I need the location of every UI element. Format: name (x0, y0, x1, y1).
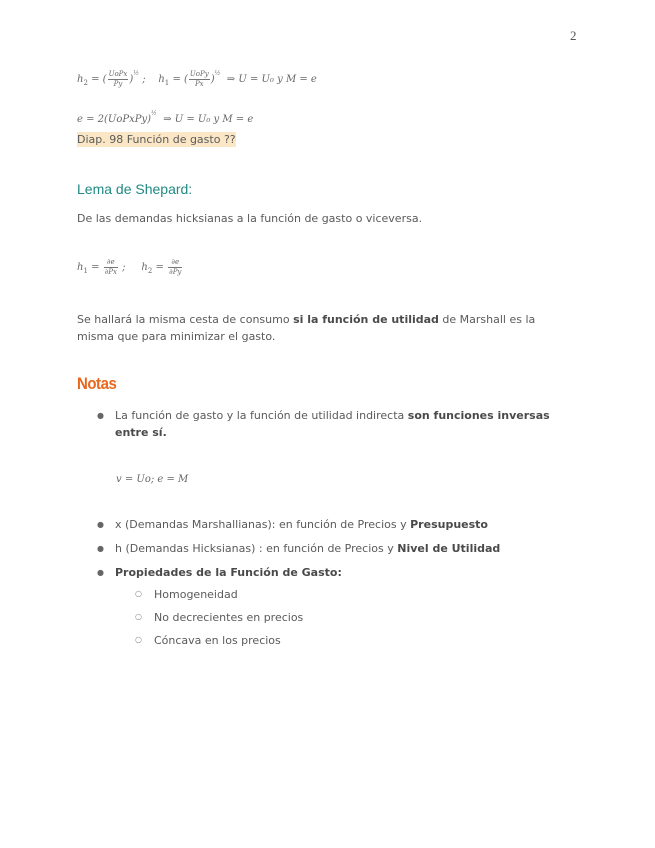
formula-h-tail: ⇒ U = U₀ y M = e (226, 74, 317, 85)
formula-h-line: $h_2$ = ( $\frac{\text{UoPx}}{Py}$ )$^{\frac{1}{2}}$ ; $h_1$ = ( $\frac{\text{UoPy}}{Px}$ )$^{\frac{1}{2}}$ ⇒ U = U₀ y M = e (77, 70, 317, 88)
formula-h2-sub: 2 (83, 79, 88, 87)
formula-shepard-h1-frac: $\frac{\partial e}{\partial Px}$ (104, 258, 117, 276)
formula-e-exp: ½ (151, 110, 157, 117)
bullet-icon: ● (97, 568, 104, 577)
formula-e-line (77, 110, 253, 125)
formula-h1-exp: ½ (214, 70, 221, 77)
bullet-icon: ● (97, 411, 104, 420)
circle-bullet-icon: ○ (135, 635, 142, 644)
formula-h1: h (158, 74, 165, 85)
notas-heading: Notas (77, 374, 117, 393)
formula-h2: h (77, 74, 84, 85)
circle-bullet-icon: ○ (135, 612, 142, 621)
page-number: 2 (570, 28, 577, 43)
lema-heading: Lema de Shepard: (77, 181, 193, 197)
formula-shepard-h2-frac: $\frac{\partial e}{\partial Py}$ (169, 258, 182, 276)
sub-list-item: ○ No decrecientes en precios (135, 611, 304, 624)
formula-e-lhs: e = 2(UoPxPy) (77, 114, 152, 125)
highlighted-note: Diap. 98 Función de gasto ?? (77, 133, 236, 146)
formula-h2-frac: $\frac{\text{UoPx}}{Py}$ (108, 70, 128, 88)
list-item: ● x (Demandas Marshallianas): en función de Precios y Presupuesto (97, 518, 488, 531)
formula-h1-sub: 1 (164, 79, 170, 87)
lema-description: De las demandas hicksianas a la función de gasto o viceversa. (77, 212, 423, 225)
sub-list-item: ○ Homogeneidad (135, 588, 238, 601)
formula-h1-frac: $\frac{\text{UoPy}}{Px}$ (189, 70, 209, 88)
list-item: ● Propiedades de la Función de Gasto: (97, 566, 342, 579)
list-item: ● h (Demandas Hicksianas) : en función de Precios y Nivel de Utilidad (97, 542, 501, 555)
formula-shepard: $h_1$ = $\frac{\partial e}{\partial Px}$ ; $h_2$ = $\frac{\partial e}{\partial Py}$ (77, 258, 182, 276)
sub-list-item: ○ Cóncava en los precios (135, 634, 281, 647)
bullet-icon: ● (97, 520, 104, 529)
consumo-paragraph: Se hallará la misma cesta de consumo si la función de utilidad de Marshall es la misma que para minimizar el gasto. (77, 313, 536, 343)
bullet-icon: ● (97, 544, 104, 553)
formula-v-line: v = Uo; e = M (116, 474, 189, 485)
formula-h2-exp: ½ (133, 70, 140, 77)
formula-e-tail: ⇒ U = U₀ y M = e (163, 114, 254, 125)
list-item: ● La función de gasto y la función de utilidad indirecta son funciones inversas entre sí. (97, 409, 550, 439)
circle-bullet-icon: ○ (135, 589, 142, 598)
